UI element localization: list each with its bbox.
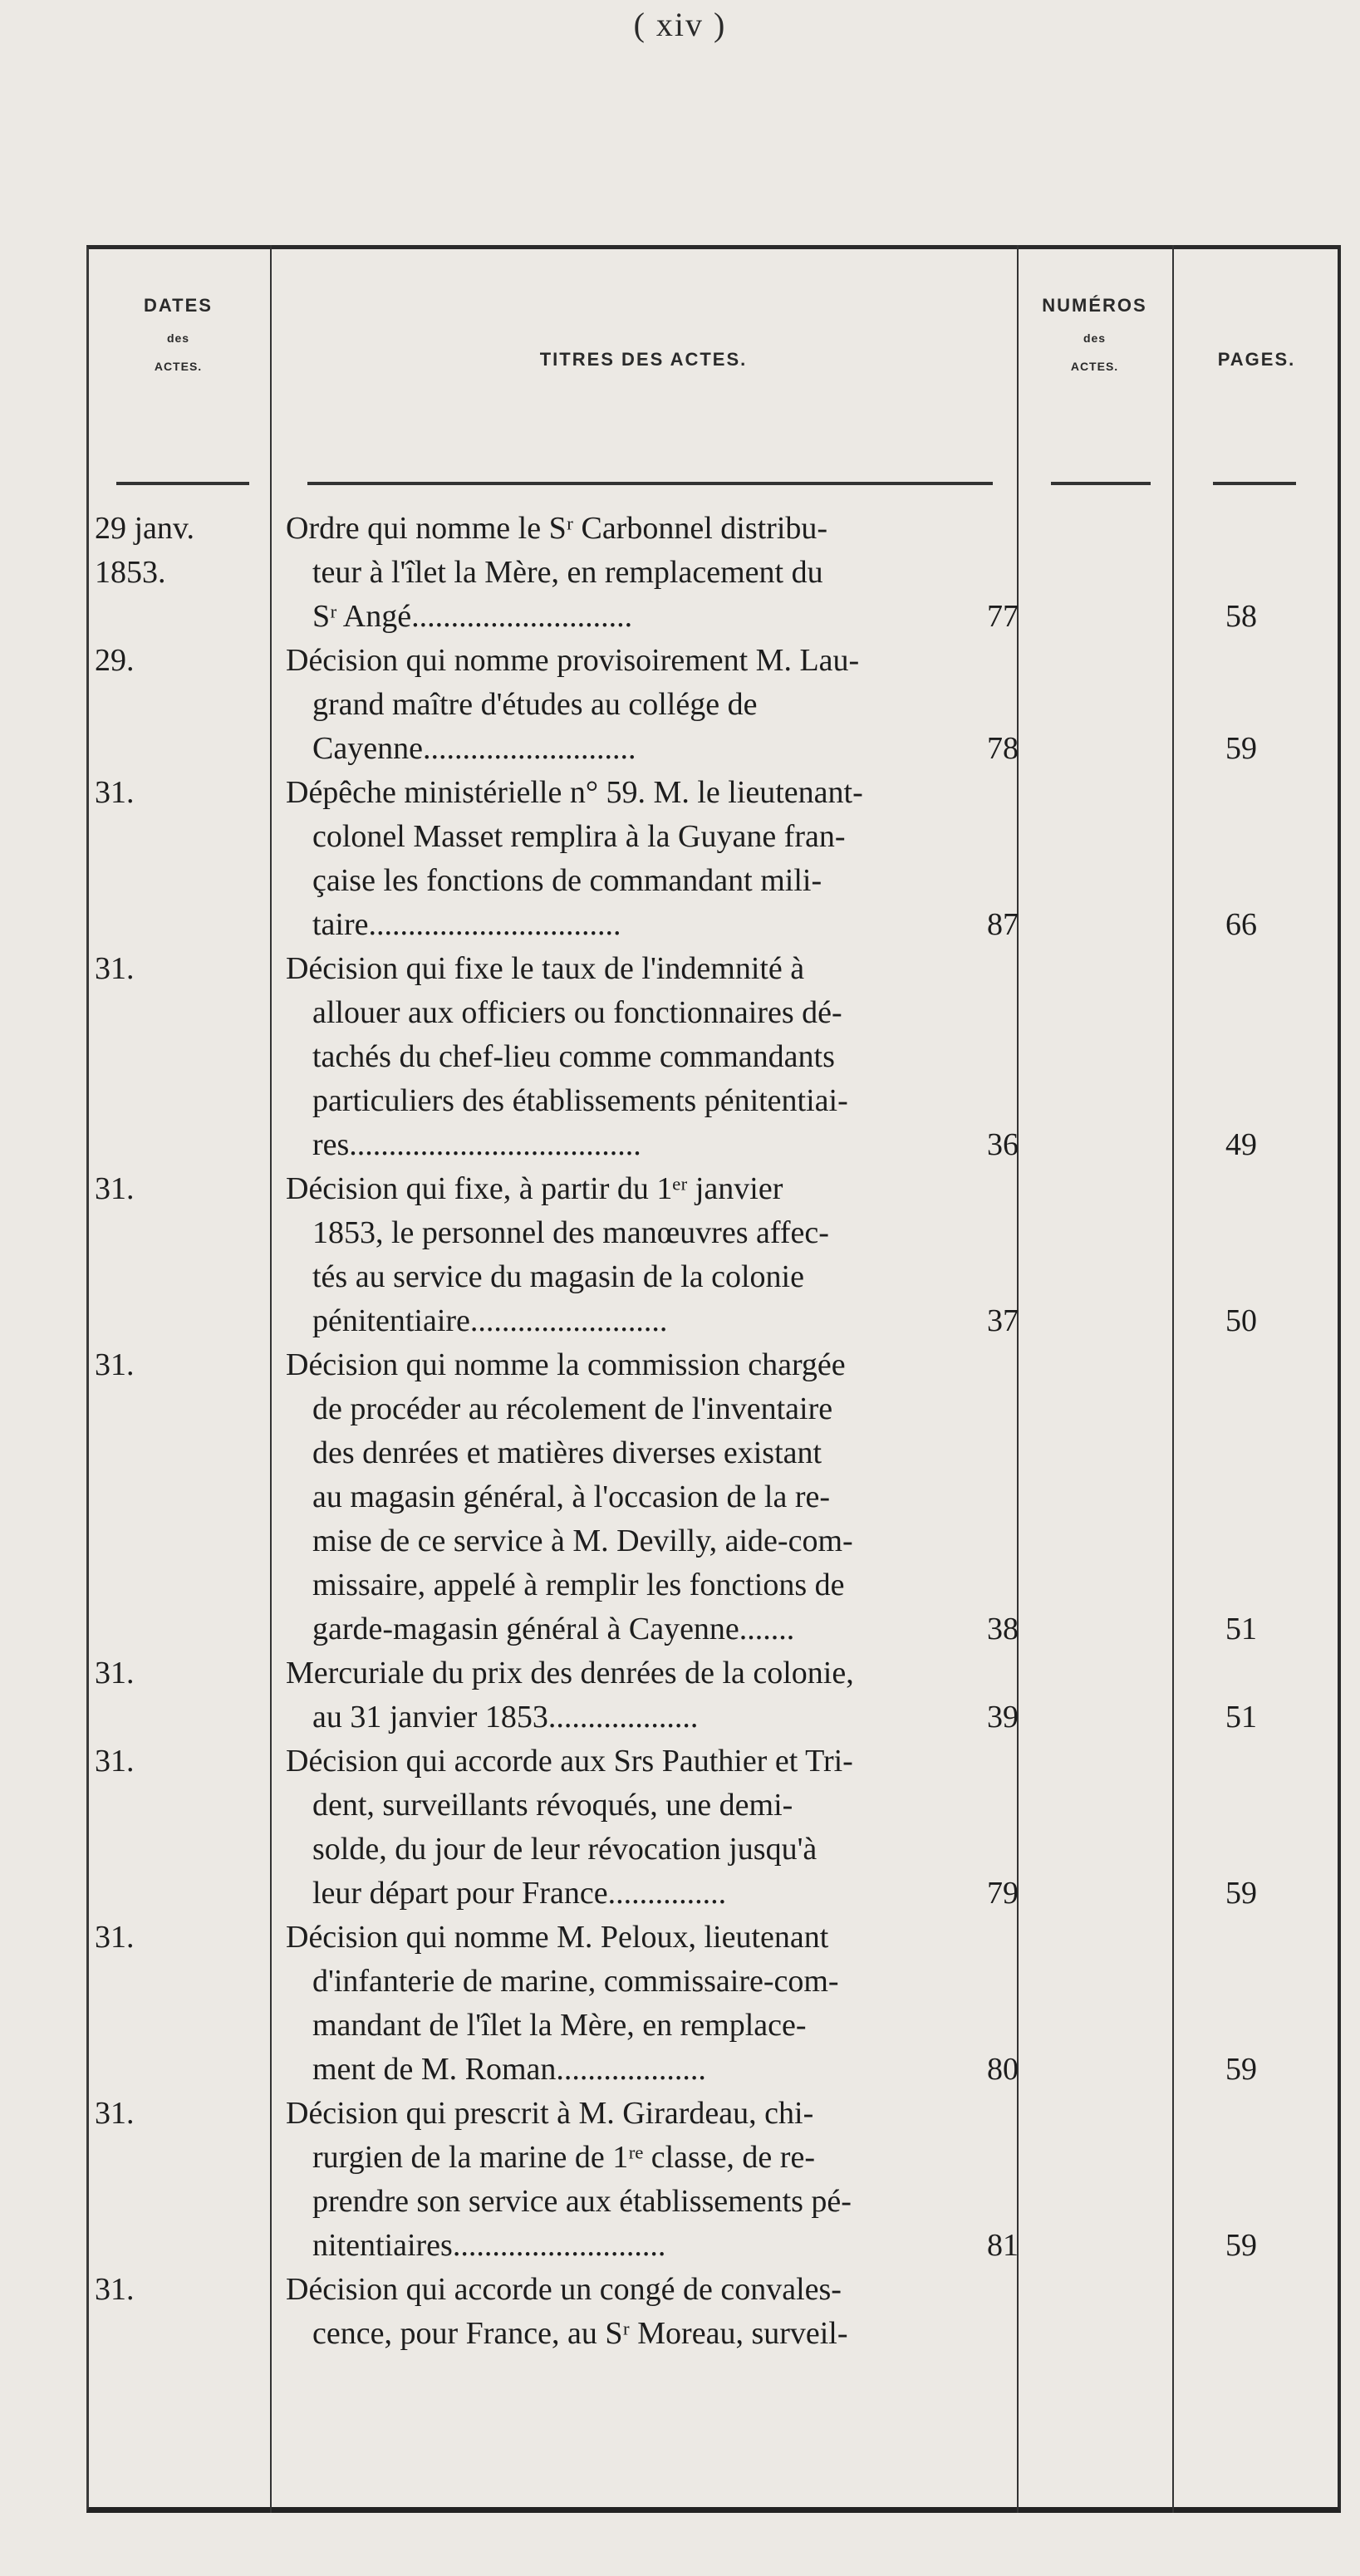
entry-act-number: 39	[987, 1700, 1019, 1735]
entry-page-number: 51	[1225, 1612, 1257, 1646]
header-numeros: NUMÉROS des ACTES.	[1042, 295, 1147, 373]
entry-page-number: 51	[1225, 1700, 1257, 1735]
header-rule-numeros	[1051, 482, 1151, 485]
entries-list	[86, 507, 1341, 2356]
entry-title-line: colonel Masset remplira à la Guyane fran-	[312, 819, 846, 854]
header-dates: DATES des ACTES.	[144, 295, 213, 373]
entry-title-line: solde, du jour de leur révocation jusqu'à	[312, 1832, 817, 1867]
header-rule-dates	[116, 482, 249, 485]
entry-title-line: garde-magasin général à Cayenne.......	[312, 1612, 795, 1646]
entry-page-number: 59	[1225, 2052, 1257, 2087]
entry-act-number: 81	[987, 2228, 1019, 2263]
entry-act-number: 38	[987, 1612, 1019, 1646]
entry-title-line: prendre son service aux établissements pé-	[312, 2184, 852, 2219]
entry-title-line: 1853, le personnel des manœuvres affec-	[312, 1215, 829, 1250]
entry-act-number: 77	[987, 599, 1019, 634]
page-header: ( xiv )	[633, 6, 727, 43]
entry-act-number: 37	[987, 1303, 1019, 1338]
entry-date: 31.	[95, 951, 135, 986]
entry-act-number: 80	[987, 2052, 1019, 2087]
entry-title-line: Dépêche ministérielle n° 59. M. le lieutenant-	[286, 775, 863, 810]
table-row	[86, 1916, 1341, 2092]
header-titles: TITRES DES ACTES.	[539, 349, 748, 370]
entry-title-line: leur départ pour France...............	[312, 1876, 727, 1911]
entry-title-line: teur à l'îlet la Mère, en remplacement du	[312, 555, 823, 590]
entry-title-line: taire................................	[312, 907, 621, 942]
table-row	[86, 2268, 1341, 2356]
entry-title-line: Décision qui prescrit à M. Girardeau, chi-	[286, 2096, 814, 2131]
entry-title	[286, 1343, 1088, 1651]
entry-date: 29 janv. 1853.	[95, 511, 194, 590]
entry-title-line: Décision qui fixe, à partir du 1ᵉʳ janvier	[286, 1171, 783, 1206]
entry-title-line: d'infanterie de marine, commissaire-com-	[312, 1964, 839, 1999]
entry-title-line: Décision qui nomme provisoirement M. Lau-	[286, 643, 860, 678]
entry-act-number: 87	[987, 907, 1019, 942]
table-row	[86, 1739, 1341, 1916]
entry-date: 29.	[95, 643, 135, 678]
entry-date: 31.	[95, 1920, 135, 1955]
entry-act-number: 78	[987, 731, 1019, 766]
entry-title-line: Cayenne...........................	[312, 731, 636, 766]
entry-page-number: 49	[1225, 1127, 1257, 1162]
entry-date: 31.	[95, 2272, 135, 2307]
entry-title-line: Décision qui nomme la commission chargée	[286, 1347, 846, 1382]
entry-title-line: Décision qui accorde un congé de convales-	[286, 2272, 842, 2307]
entry-date: 31.	[95, 775, 135, 810]
table-row	[86, 947, 1341, 1167]
entry-title-line: missaire, appelé à remplir les fonctions de	[312, 1568, 845, 1602]
entry-title-line: dent, surveillants révoqués, une demi-	[312, 1788, 793, 1823]
entry-title-line: au 31 janvier 1853...................	[312, 1700, 699, 1735]
entry-title-line: Sʳ Angé............................	[312, 599, 633, 634]
entry-title-line: pénitentiaire.........................	[312, 1303, 668, 1338]
entry-title-line: cence, pour France, au Sʳ Moreau, surveil-	[312, 2316, 848, 2351]
entry-page-number: 59	[1225, 1876, 1257, 1911]
table-row	[86, 639, 1341, 771]
table-row	[86, 1167, 1341, 1343]
entry-page-number: 50	[1225, 1303, 1257, 1338]
entry-title-line: grand maître d'études au collége de	[312, 687, 758, 722]
header-pages: PAGES.	[1217, 349, 1296, 370]
table-row	[86, 507, 1341, 639]
entry-title-line: particuliers des établissements pénitentiai-	[312, 1083, 848, 1118]
entry-title-line: tés au service du magasin de la colonie	[312, 1259, 804, 1294]
entry-date: 31.	[95, 1347, 135, 1382]
table-row	[86, 1343, 1341, 1651]
entry-page-number: 58	[1225, 599, 1257, 634]
entry-title-line: Ordre qui nomme le Sʳ Carbonnel distribu-	[286, 511, 828, 546]
entry-page-number: 66	[1225, 907, 1257, 942]
entry-title-line: Mercuriale du prix des denrées de la colonie,	[286, 1656, 854, 1690]
table-row	[86, 1651, 1341, 1739]
entry-title-line: tachés du chef-lieu comme commandants	[312, 1039, 835, 1074]
entry-title-line: ment de M. Roman...................	[312, 2052, 706, 2087]
entry-date: 31.	[95, 2096, 135, 2131]
header-rule-titles	[307, 482, 993, 485]
entry-date: 31.	[95, 1656, 135, 1690]
entry-title-line: allouer aux officiers ou fonctionnaires dé-	[312, 995, 842, 1030]
entry-title-line: nitentiaires...........................	[312, 2228, 666, 2263]
entry-title-line: Décision qui accorde aux Srs Pauthier et Tri-	[286, 1744, 853, 1779]
entry-title-line: rurgien de la marine de 1ʳᵉ classe, de re-	[312, 2140, 815, 2175]
entry-act-number: 79	[987, 1876, 1019, 1911]
entry-title-line: des denrées et matières diverses existant	[312, 1435, 822, 1470]
table-row	[86, 771, 1341, 947]
entry-title-line: au magasin général, à l'occasion de la re-	[312, 1479, 830, 1514]
entry-title	[286, 2268, 1088, 2356]
entry-title-line: Décision qui fixe le taux de l'indemnité à	[286, 951, 805, 986]
entry-date: 31.	[95, 1171, 135, 1206]
entry-date: 31.	[95, 1744, 135, 1779]
entry-title-line: mandant de l'îlet la Mère, en remplace-	[312, 2008, 807, 2043]
entry-title-line: mise de ce service à M. Devilly, aide-com-	[312, 1524, 853, 1558]
entry-title-line: çaise les fonctions de commandant mili-	[312, 863, 822, 898]
entry-page-number: 59	[1225, 731, 1257, 766]
entry-page-number: 59	[1225, 2228, 1257, 2263]
entry-title-line: de procéder au récolement de l'inventaire	[312, 1391, 833, 1426]
entry-act-number: 36	[987, 1127, 1019, 1162]
entry-title-line: res.....................................	[312, 1127, 641, 1162]
header-rule-pages	[1213, 482, 1296, 485]
table-row	[86, 2092, 1341, 2268]
entry-title-line: Décision qui nomme M. Peloux, lieutenant	[286, 1920, 829, 1955]
